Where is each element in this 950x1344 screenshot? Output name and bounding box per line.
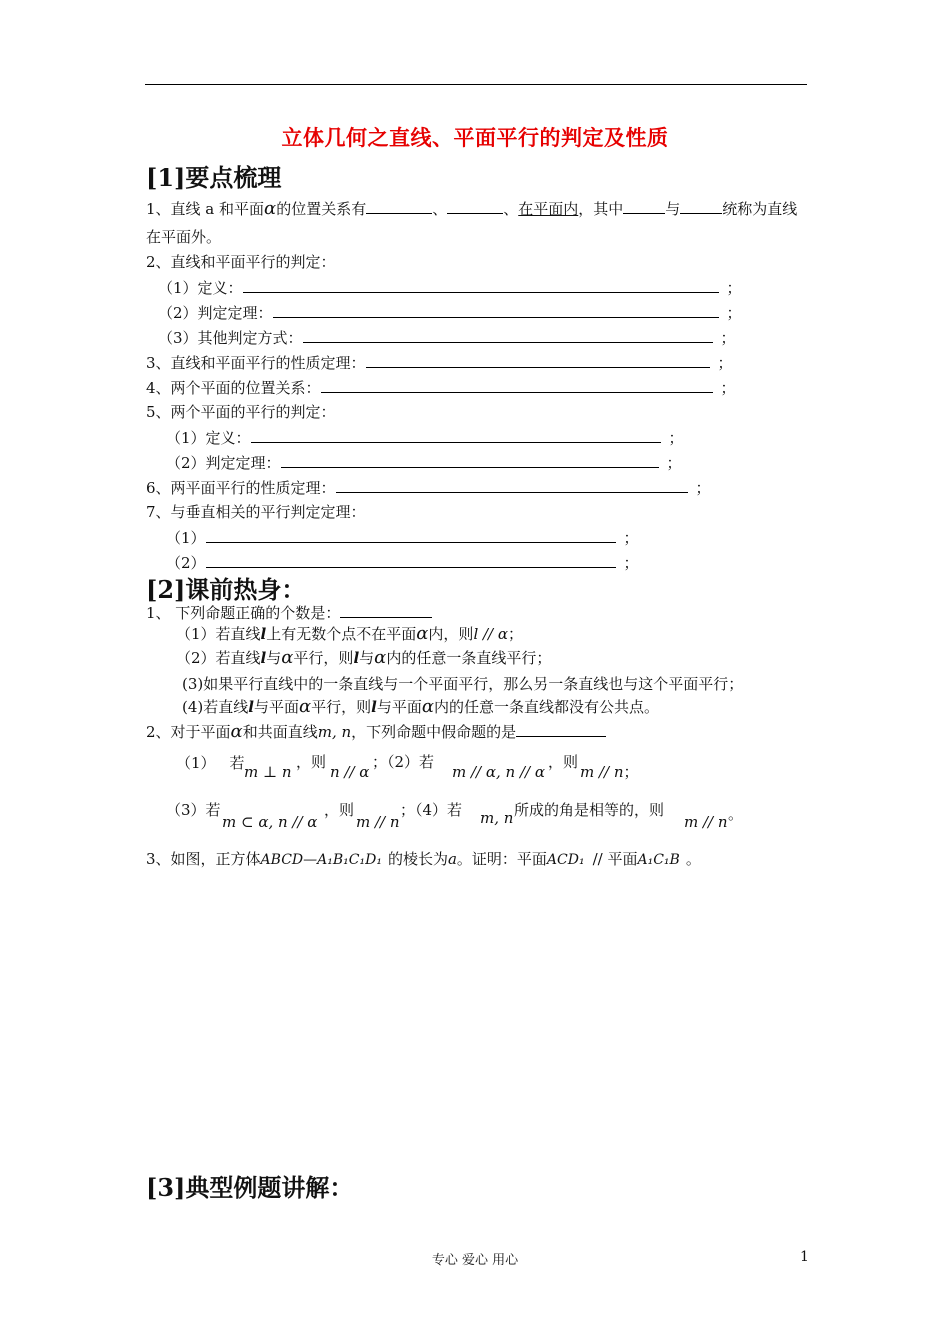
page-footer: 专心 爱心 用心 bbox=[431, 1253, 519, 1268]
item-6: 6、两平面平行的性质定理： ； bbox=[146, 479, 711, 497]
item-7: 7、与垂直相关的平行判定定理： bbox=[146, 503, 366, 521]
section-heading-3: [3]典型例题讲解： bbox=[146, 1173, 354, 1202]
header-rule bbox=[145, 84, 807, 85]
warmup-1-3: (3)如果平行直线中的一条直线与一个平面平行，那么另一条直线也与这个平面平行； bbox=[182, 675, 744, 693]
warmup-2-option-3: （3）若 bbox=[166, 801, 221, 819]
item-2-2: （2）判定定理： ； bbox=[158, 304, 742, 322]
warmup-1-1: （1）若直线l上有无数个点不在平面α内，则l // α； bbox=[176, 623, 524, 644]
item-1-line-1: 1、直线 a 和平面α的位置关系有 、 、在平面内，其中 与 统称为直线 bbox=[146, 198, 798, 219]
option-4-period: 。 bbox=[728, 805, 744, 823]
item-4: 4、两个平面的位置关系： ； bbox=[146, 379, 736, 397]
item-5-1: （1）定义： ； bbox=[166, 429, 684, 447]
option-1-conclusion: n // α bbox=[330, 763, 370, 781]
option-2-premise: m // α, n // α bbox=[452, 763, 545, 781]
item-2: 2、直线和平面平行的判定： bbox=[146, 253, 336, 271]
section-heading-1: [1]要点梳理 bbox=[146, 163, 282, 192]
warmup-2-option-4: ；（4）若 bbox=[400, 801, 463, 819]
warmup-2: 2、对于平面α和共面直线m, n，下列命题中假命题的是 bbox=[146, 721, 606, 742]
option-4-premise: m, n bbox=[480, 809, 514, 827]
item-5-2: （2）判定定理： ； bbox=[166, 454, 682, 472]
item-2-3: （3）其他判定方式： ； bbox=[158, 329, 736, 347]
option-1-premise: m ⊥ n bbox=[244, 763, 292, 781]
option-3-then: ，则 bbox=[324, 801, 355, 819]
option-4-conclusion: m // n bbox=[684, 813, 728, 831]
item-5: 5、两个平面的平行的判定： bbox=[146, 403, 336, 421]
item-7-2: （2） ； bbox=[166, 554, 639, 572]
option-2-then: ，则 bbox=[548, 753, 579, 771]
option-4-text: 所成的角是相等的，则 bbox=[514, 801, 665, 819]
item-1-line-2: 在平面外。 bbox=[146, 228, 222, 246]
section-heading-2: [2]课前热身： bbox=[146, 575, 306, 604]
page-number: 1 bbox=[800, 1249, 809, 1265]
warmup-3: 3、如图，正方体ABCD—A₁B₁C₁D₁ 的棱长为a。证明：平面ACD₁ // 平面A₁C₁B 。 bbox=[146, 850, 701, 868]
option-1-then: ，则 bbox=[296, 753, 327, 771]
warmup-2-option-2: ；（2）若 bbox=[372, 753, 435, 771]
item-2-1: （1）定义： ； bbox=[158, 279, 742, 297]
option-3-conclusion: m // n bbox=[356, 813, 400, 831]
warmup-1: 1、 下列命题正确的个数是： bbox=[146, 602, 432, 623]
warmup-1-4: (4)若直线l与平面α平行，则l与平面α内的任意一条直线都没有公共点。 bbox=[182, 696, 660, 717]
option-2-conclusion: m // n； bbox=[580, 763, 639, 781]
warmup-1-2: （2）若直线l与α平行，则l与α内的任意一条直线平行； bbox=[176, 647, 552, 668]
option-3-premise: m ⊂ α, n // α bbox=[222, 813, 318, 831]
page-title: 立体几何之直线、平面平行的判定及性质 bbox=[281, 125, 669, 150]
item-3: 3、直线和平面平行的性质定理： ； bbox=[146, 354, 733, 372]
warmup-2-option-1: （1） 若 bbox=[176, 754, 245, 772]
item-7-1: （1） ； bbox=[166, 529, 639, 547]
